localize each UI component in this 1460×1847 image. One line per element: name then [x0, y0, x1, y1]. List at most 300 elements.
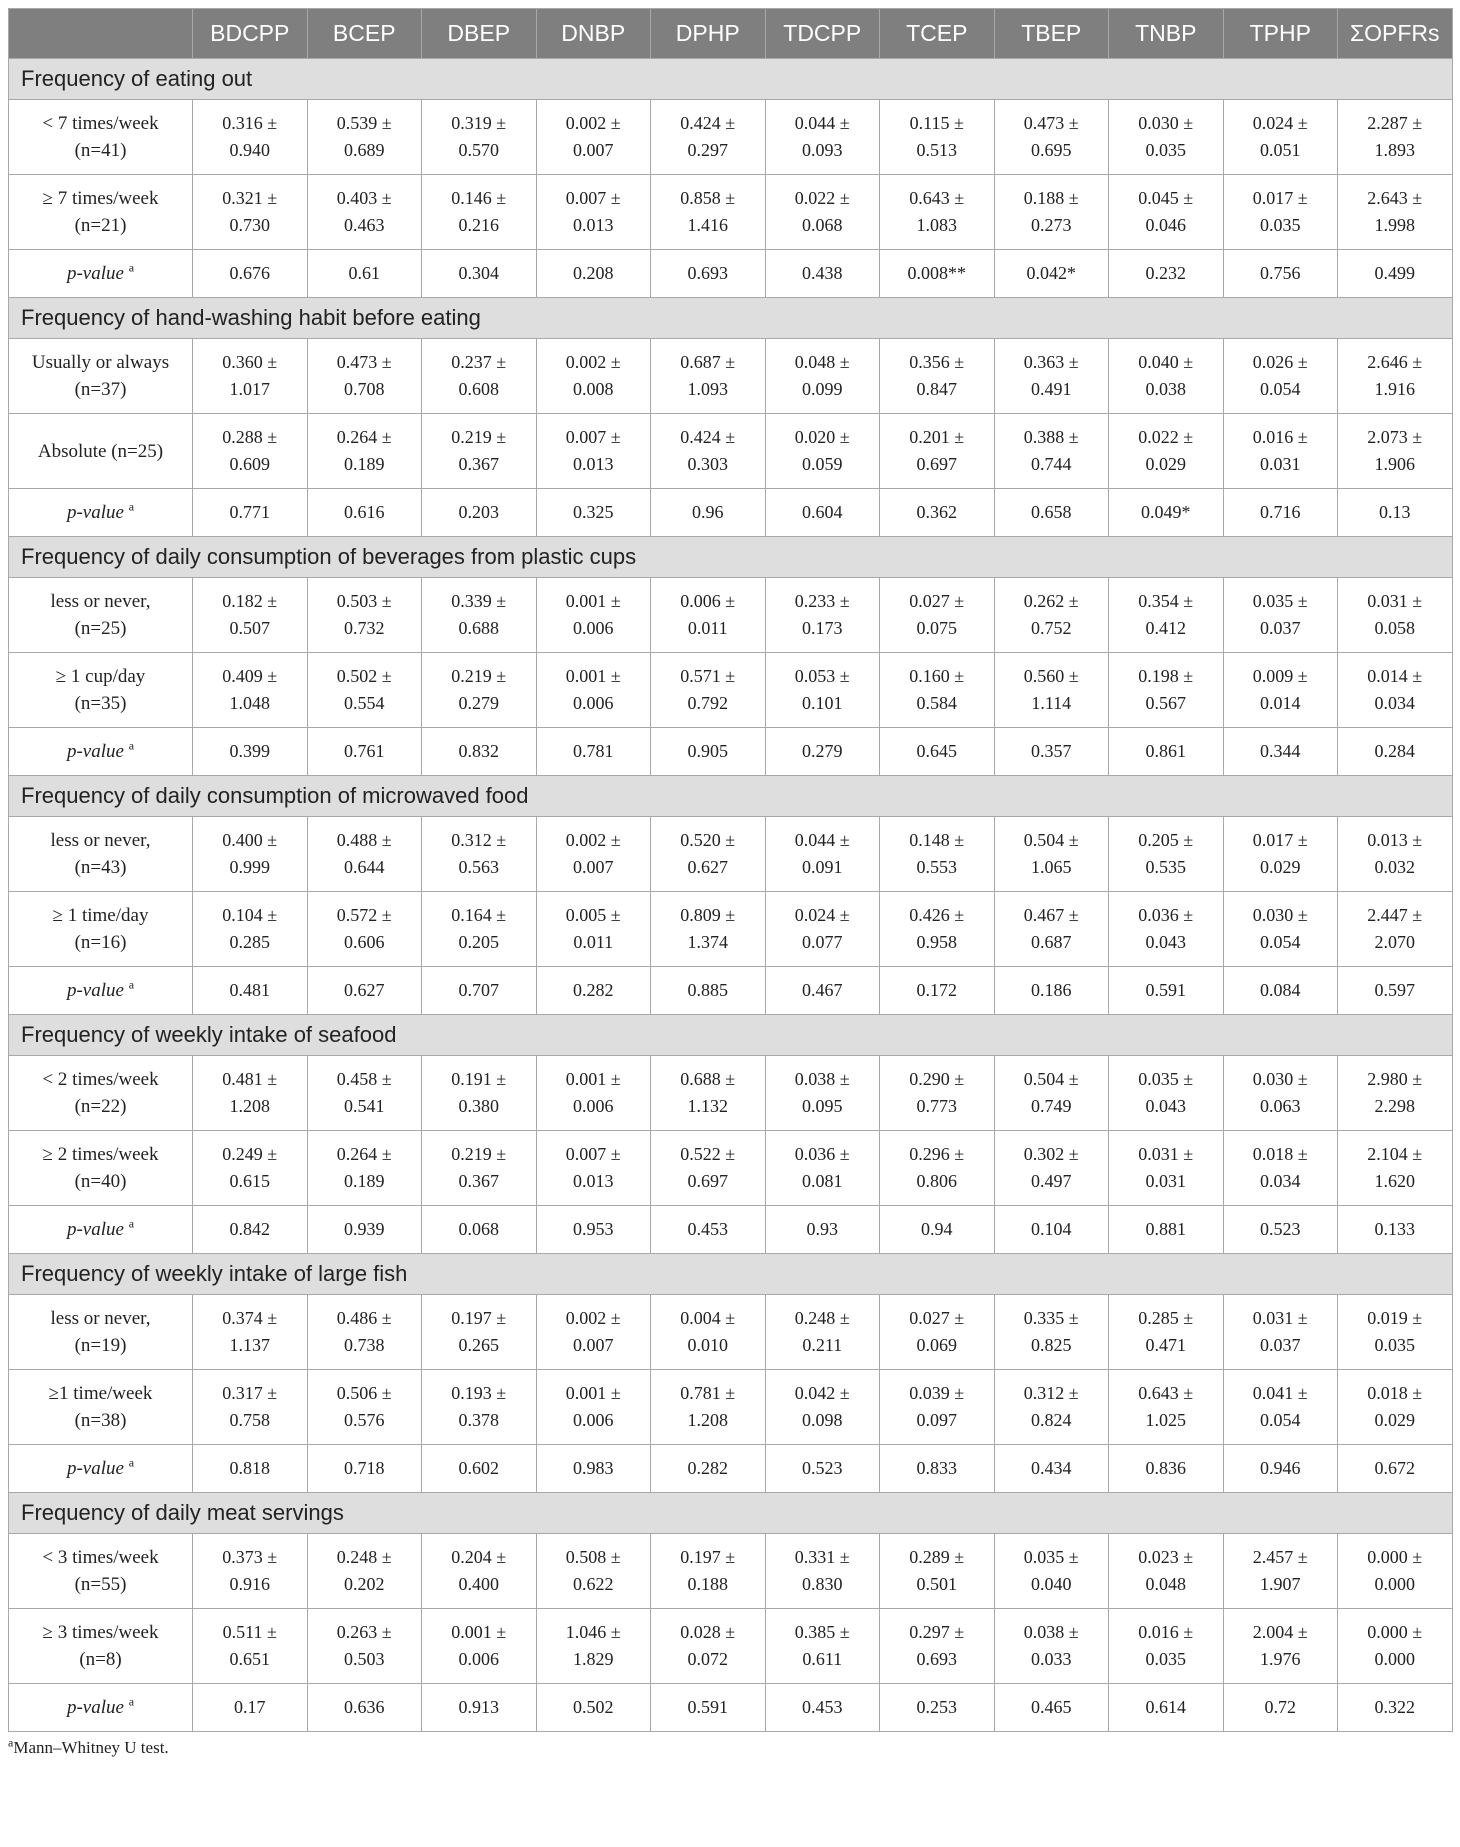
row-label	[9, 339, 193, 414]
value-cell	[880, 1295, 995, 1370]
sd-value: 0.279	[458, 693, 499, 713]
column-header: DNBP	[536, 9, 651, 59]
sd-value: 0.576	[344, 1410, 385, 1430]
row-label-line: < 3 times/week	[42, 1547, 159, 1568]
sd-value: 0.297	[687, 140, 728, 160]
sd-value: 0.567	[1145, 693, 1186, 713]
pvalue-label-text: p-value	[66, 1696, 124, 1718]
column-header: DBEP	[422, 9, 537, 59]
mean-value: 0.191 ±	[451, 1069, 507, 1089]
row-label-line: Usually or always	[31, 352, 170, 373]
row-label-line: (n=19)	[74, 1335, 127, 1356]
column-header: BCEP	[307, 9, 422, 59]
mean-value: 0.014 ±	[1367, 666, 1423, 686]
mean-value: 0.001 ±	[565, 1069, 621, 1089]
row-label-line: less or never,	[50, 591, 151, 612]
mean-value: 0.539 ±	[336, 113, 392, 133]
pvalue-cell: 0.362	[880, 489, 995, 537]
mean-value: 0.858 ±	[680, 188, 736, 208]
sd-value: 0.697	[687, 1171, 728, 1191]
row-label	[9, 175, 193, 250]
mean-value: 0.264 ±	[336, 427, 392, 447]
sd-value: 0.730	[229, 215, 270, 235]
sd-value: 0.697	[916, 454, 957, 474]
value-cell	[880, 1056, 995, 1131]
sd-value: 0.615	[229, 1171, 270, 1191]
mean-value: 0.001 ±	[565, 1383, 621, 1403]
sd-value: 0.013	[573, 454, 614, 474]
sd-value: 0.091	[802, 857, 843, 877]
sd-value: 1.017	[229, 379, 270, 399]
section-title: Frequency of eating out	[9, 59, 1453, 100]
mean-value: 0.042 ±	[794, 1383, 850, 1403]
value-cell	[193, 100, 308, 175]
sd-value: 0.792	[687, 693, 728, 713]
row-label-line: (n=38)	[74, 1410, 127, 1431]
value-cell	[651, 339, 766, 414]
pvalue-cell: 0.042*	[994, 250, 1109, 298]
value-cell	[1109, 100, 1224, 175]
value-cell	[1109, 1534, 1224, 1609]
sd-value: 0.038	[1145, 379, 1186, 399]
mean-value: 0.687 ±	[680, 352, 736, 372]
value-cell	[765, 175, 880, 250]
sd-value: 0.046	[1145, 215, 1186, 235]
row-label	[9, 1609, 193, 1684]
mean-value: 0.019 ±	[1367, 1308, 1423, 1328]
mean-value: 0.360 ±	[222, 352, 278, 372]
mean-value: 0.424 ±	[680, 427, 736, 447]
table-row	[9, 1370, 1453, 1445]
pvalue-cell: 0.434	[994, 1445, 1109, 1493]
value-cell	[536, 1295, 651, 1370]
mean-value: 0.219 ±	[451, 666, 507, 686]
value-cell	[307, 1370, 422, 1445]
sd-value: 0.806	[916, 1171, 957, 1191]
pvalue-cell: 0.467	[765, 967, 880, 1015]
mean-value: 0.000 ±	[1367, 1547, 1423, 1567]
mean-value: 0.038 ±	[794, 1069, 850, 1089]
sd-value: 0.378	[458, 1410, 499, 1430]
sd-value: 0.059	[802, 454, 843, 474]
pvalue-cell: 0.344	[1223, 728, 1338, 776]
sd-value: 0.006	[573, 1410, 614, 1430]
value-cell	[1109, 1609, 1224, 1684]
mean-value: 0.571 ±	[680, 666, 736, 686]
pvalue-row	[9, 250, 1453, 298]
value-cell	[994, 653, 1109, 728]
pvalue-cell: 0.357	[994, 728, 1109, 776]
mean-value: 0.045 ±	[1138, 188, 1194, 208]
mean-value: 0.688 ±	[680, 1069, 736, 1089]
table-row	[9, 1056, 1453, 1131]
row-label	[9, 892, 193, 967]
value-cell	[422, 1056, 537, 1131]
sd-value: 0.188	[687, 1574, 728, 1594]
mean-value: 0.643 ±	[909, 188, 965, 208]
row-label-line: ≥1 time/week	[48, 1383, 153, 1404]
pvalue-marker: a	[128, 499, 135, 514]
footnote	[8, 1735, 1452, 1758]
pvalue-cell: 0.627	[307, 967, 422, 1015]
sd-value: 0.037	[1260, 1335, 1301, 1355]
mean-value: 0.321 ±	[222, 188, 278, 208]
sd-value: 0.035	[1145, 1649, 1186, 1669]
value-cell	[1223, 817, 1338, 892]
sd-value: 0.010	[687, 1335, 728, 1355]
sd-value: 0.501	[916, 1574, 957, 1594]
mean-value: 0.331 ±	[794, 1547, 850, 1567]
pvalue-cell: 0.716	[1223, 489, 1338, 537]
mean-value: 0.289 ±	[909, 1547, 965, 1567]
sd-value: 0.738	[344, 1335, 385, 1355]
pvalue-marker: a	[128, 1216, 135, 1231]
pvalue-cell: 0.104	[994, 1206, 1109, 1254]
mean-value: 0.044 ±	[794, 830, 850, 850]
sd-value: 0.098	[802, 1410, 843, 1430]
value-cell	[307, 1609, 422, 1684]
mean-value: 0.354 ±	[1138, 591, 1194, 611]
mean-value: 0.205 ±	[1138, 830, 1194, 850]
table-row	[9, 100, 1453, 175]
pvalue-cell: 0.756	[1223, 250, 1338, 298]
value-cell	[651, 1295, 766, 1370]
value-cell	[193, 339, 308, 414]
value-cell	[193, 414, 308, 489]
pvalue-cell: 0.672	[1338, 1445, 1453, 1493]
sd-value: 0.189	[344, 454, 385, 474]
mean-value: 0.219 ±	[451, 427, 507, 447]
value-cell	[880, 175, 995, 250]
value-cell	[536, 653, 651, 728]
value-cell	[422, 100, 537, 175]
value-cell	[193, 1131, 308, 1206]
sd-value: 0.006	[458, 1649, 499, 1669]
row-label-line: < 7 times/week	[42, 113, 159, 134]
mean-value: 2.643 ±	[1367, 188, 1423, 208]
mean-value: 0.007 ±	[565, 188, 621, 208]
mean-value: 0.013 ±	[1367, 830, 1423, 850]
mean-value: 0.643 ±	[1138, 1383, 1194, 1403]
pvalue-cell: 0.604	[765, 489, 880, 537]
mean-value: 2.457 ±	[1252, 1547, 1308, 1567]
mean-value: 0.356 ±	[909, 352, 965, 372]
row-label	[9, 578, 193, 653]
mean-value: 0.262 ±	[1023, 591, 1079, 611]
value-cell	[422, 1131, 537, 1206]
value-cell	[651, 1131, 766, 1206]
section-title: Frequency of hand-washing habit before eating	[9, 298, 1453, 339]
mean-value: 0.297 ±	[909, 1622, 965, 1642]
sd-value: 0.034	[1260, 1171, 1301, 1191]
mean-value: 0.031 ±	[1252, 1308, 1308, 1328]
mean-value: 0.781 ±	[680, 1383, 736, 1403]
mean-value: 0.188 ±	[1023, 188, 1079, 208]
sd-value: 1.829	[573, 1649, 614, 1669]
mean-value: 0.263 ±	[336, 1622, 392, 1642]
sd-value: 0.651	[229, 1649, 270, 1669]
row-label-line: ≥ 1 time/day	[52, 905, 149, 926]
value-cell	[1338, 175, 1453, 250]
mean-value: 0.017 ±	[1252, 188, 1308, 208]
mean-value: 0.339 ±	[451, 591, 507, 611]
row-label	[9, 414, 193, 489]
mean-value: 0.031 ±	[1138, 1144, 1194, 1164]
pvalue-cell: 0.232	[1109, 250, 1224, 298]
sd-value: 0.063	[1260, 1096, 1301, 1116]
pvalue-cell: 0.913	[422, 1684, 537, 1732]
mean-value: 0.017 ±	[1252, 830, 1308, 850]
value-cell	[765, 1295, 880, 1370]
pvalue-cell: 0.939	[307, 1206, 422, 1254]
sd-value: 0.303	[687, 454, 728, 474]
pvalue-cell: 0.208	[536, 250, 651, 298]
row-label-line: Absolute (n=25)	[37, 440, 164, 462]
value-cell	[422, 414, 537, 489]
mean-value: 0.264 ±	[336, 1144, 392, 1164]
mean-value: 0.148 ±	[909, 830, 965, 850]
row-label-line: (n=22)	[74, 1096, 127, 1117]
value-cell	[1338, 339, 1453, 414]
pvalue-cell: 0.282	[651, 1445, 766, 1493]
row-label-line: ≥ 7 times/week	[42, 188, 159, 209]
mean-value: 0.146 ±	[451, 188, 507, 208]
value-cell	[765, 1370, 880, 1445]
mean-value: 0.809 ±	[680, 905, 736, 925]
mean-value: 0.036 ±	[1138, 905, 1194, 925]
pvalue-cell: 0.885	[651, 967, 766, 1015]
mean-value: 0.002 ±	[565, 113, 621, 133]
sd-value: 0.000	[1374, 1574, 1415, 1594]
mean-value: 0.373 ±	[222, 1547, 278, 1567]
mean-value: 0.233 ±	[794, 591, 850, 611]
sd-value: 0.471	[1145, 1335, 1186, 1355]
mean-value: 0.473 ±	[1023, 113, 1079, 133]
pvalue-cell: 0.946	[1223, 1445, 1338, 1493]
sd-value: 0.189	[344, 1171, 385, 1191]
sd-value: 0.535	[1145, 857, 1186, 877]
pvalue-cell: 0.707	[422, 967, 537, 1015]
value-cell	[1338, 100, 1453, 175]
sd-value: 0.051	[1260, 140, 1301, 160]
mean-value: 0.288 ±	[222, 427, 278, 447]
mean-value: 0.458 ±	[336, 1069, 392, 1089]
pvalue-label-text: p-value	[66, 1218, 124, 1240]
mean-value: 0.006 ±	[680, 591, 736, 611]
mean-value: 0.193 ±	[451, 1383, 507, 1403]
mean-value: 0.035 ±	[1023, 1547, 1079, 1567]
value-cell	[422, 1534, 537, 1609]
value-cell	[307, 578, 422, 653]
value-cell	[994, 1131, 1109, 1206]
mean-value: 0.198 ±	[1138, 666, 1194, 686]
value-cell	[651, 653, 766, 728]
footnote-marker: a	[8, 1735, 14, 1750]
footnote-text: Mann–Whitney U test.	[13, 1738, 169, 1757]
section-title: Frequency of weekly intake of large fish	[9, 1254, 1453, 1295]
mean-value: 0.000 ±	[1367, 1622, 1423, 1642]
sd-value: 0.007	[573, 857, 614, 877]
sd-value: 0.034	[1374, 693, 1415, 713]
sd-value: 0.830	[802, 1574, 843, 1594]
value-cell	[193, 1370, 308, 1445]
pvalue-cell: 0.322	[1338, 1684, 1453, 1732]
section-row	[9, 1015, 1453, 1056]
value-cell	[307, 175, 422, 250]
row-label-line: (n=35)	[74, 693, 127, 714]
value-cell	[307, 1534, 422, 1609]
mean-value: 0.409 ±	[222, 666, 278, 686]
value-cell	[536, 1131, 651, 1206]
mean-value: 0.002 ±	[565, 830, 621, 850]
mean-value: 0.248 ±	[794, 1308, 850, 1328]
mean-value: 0.048 ±	[794, 352, 850, 372]
mean-value: 0.249 ±	[222, 1144, 278, 1164]
row-label-line: (n=21)	[74, 215, 127, 236]
mean-value: 0.030 ±	[1138, 113, 1194, 133]
value-cell	[1223, 175, 1338, 250]
pvalue-cell: 0.282	[536, 967, 651, 1015]
sd-value: 0.687	[1031, 932, 1072, 952]
mean-value: 2.004 ±	[1252, 1622, 1308, 1642]
table-row	[9, 175, 1453, 250]
mean-value: 0.001 ±	[451, 1622, 507, 1642]
pvalue-cell: 0.304	[422, 250, 537, 298]
table-row	[9, 339, 1453, 414]
row-label-line: ≥ 3 times/week	[42, 1622, 159, 1643]
pvalue-row	[9, 489, 1453, 537]
section-row	[9, 537, 1453, 578]
value-cell	[1338, 1370, 1453, 1445]
pvalue-cell: 0.279	[765, 728, 880, 776]
value-cell	[307, 653, 422, 728]
value-cell	[193, 817, 308, 892]
sd-value: 0.497	[1031, 1171, 1072, 1191]
section-row	[9, 298, 1453, 339]
sd-value: 1.976	[1260, 1649, 1301, 1669]
table-row	[9, 1534, 1453, 1609]
value-cell	[880, 1609, 995, 1684]
column-header: ΣOPFRs	[1338, 9, 1453, 59]
sd-value: 1.416	[687, 215, 728, 235]
sd-value: 0.007	[573, 140, 614, 160]
value-cell	[994, 339, 1109, 414]
value-cell	[994, 1609, 1109, 1684]
mean-value: 0.335 ±	[1023, 1308, 1079, 1328]
pvalue-cell: 0.983	[536, 1445, 651, 1493]
pvalue-cell: 0.523	[1223, 1206, 1338, 1254]
section-row	[9, 59, 1453, 100]
value-cell	[307, 1131, 422, 1206]
value-cell	[193, 1295, 308, 1370]
value-cell	[422, 339, 537, 414]
pvalue-cell: 0.833	[880, 1445, 995, 1493]
sd-value: 1.620	[1374, 1171, 1415, 1191]
table-row	[9, 1295, 1453, 1370]
mean-value: 0.312 ±	[451, 830, 507, 850]
sd-value: 1.374	[687, 932, 728, 952]
sd-value: 0.380	[458, 1096, 499, 1116]
pvalue-cell: 0.068	[422, 1206, 537, 1254]
row-label-line: (n=40)	[74, 1171, 127, 1192]
value-cell	[994, 1295, 1109, 1370]
value-cell	[422, 1609, 537, 1684]
pvalue-row	[9, 1445, 1453, 1493]
pvalue-cell: 0.523	[765, 1445, 880, 1493]
section-row	[9, 1254, 1453, 1295]
value-cell	[1109, 578, 1224, 653]
section-title: Frequency of daily consumption of beverages from plastic cups	[9, 537, 1453, 578]
value-cell	[765, 339, 880, 414]
row-label-line: < 2 times/week	[42, 1069, 159, 1090]
sd-value: 0.940	[229, 140, 270, 160]
column-header: TDCPP	[765, 9, 880, 59]
value-cell	[536, 100, 651, 175]
sd-value: 0.400	[458, 1574, 499, 1594]
pvalue-label	[9, 489, 193, 537]
mean-value: 0.511 ±	[222, 1622, 277, 1642]
pvalue-cell: 0.17	[193, 1684, 308, 1732]
table-row	[9, 1131, 1453, 1206]
sd-value: 0.202	[344, 1574, 385, 1594]
row-label	[9, 1131, 193, 1206]
mean-value: 0.018 ±	[1367, 1383, 1423, 1403]
mean-value: 1.046 ±	[565, 1622, 621, 1642]
row-label	[9, 653, 193, 728]
pvalue-cell: 0.658	[994, 489, 1109, 537]
pvalue-cell: 0.718	[307, 1445, 422, 1493]
sd-value: 0.916	[229, 1574, 270, 1594]
mean-value: 0.030 ±	[1252, 1069, 1308, 1089]
section-row	[9, 776, 1453, 817]
sd-value: 0.037	[1260, 618, 1301, 638]
pvalue-cell: 0.203	[422, 489, 537, 537]
sd-value: 0.749	[1031, 1096, 1072, 1116]
value-cell	[1109, 1131, 1224, 1206]
pvalue-cell: 0.645	[880, 728, 995, 776]
sd-value: 1.065	[1031, 857, 1072, 877]
value-cell	[765, 817, 880, 892]
sd-value: 0.072	[687, 1649, 728, 1669]
pvalue-label-text: p-value	[66, 1457, 124, 1479]
value-cell	[422, 1295, 537, 1370]
pvalue-cell: 0.172	[880, 967, 995, 1015]
sd-value: 0.824	[1031, 1410, 1072, 1430]
value-cell	[1338, 892, 1453, 967]
pvalue-cell: 0.049*	[1109, 489, 1224, 537]
value-cell	[1223, 1534, 1338, 1609]
pvalue-cell: 0.94	[880, 1206, 995, 1254]
sd-value: 0.541	[344, 1096, 385, 1116]
sd-value: 0.077	[802, 932, 843, 952]
pvalue-cell: 0.96	[651, 489, 766, 537]
mean-value: 0.424 ±	[680, 113, 736, 133]
pvalue-cell: 0.453	[651, 1206, 766, 1254]
value-cell	[994, 578, 1109, 653]
sd-value: 0.000	[1374, 1649, 1415, 1669]
value-cell	[422, 578, 537, 653]
row-label	[9, 817, 193, 892]
value-cell	[1338, 653, 1453, 728]
pvalue-cell: 0.591	[651, 1684, 766, 1732]
column-header: TNBP	[1109, 9, 1224, 59]
sd-value: 0.054	[1260, 932, 1301, 952]
sd-value: 0.584	[916, 693, 957, 713]
mean-value: 0.302 ±	[1023, 1144, 1079, 1164]
sd-value: 1.083	[916, 215, 957, 235]
sd-value: 0.035	[1260, 215, 1301, 235]
sd-value: 0.773	[916, 1096, 957, 1116]
